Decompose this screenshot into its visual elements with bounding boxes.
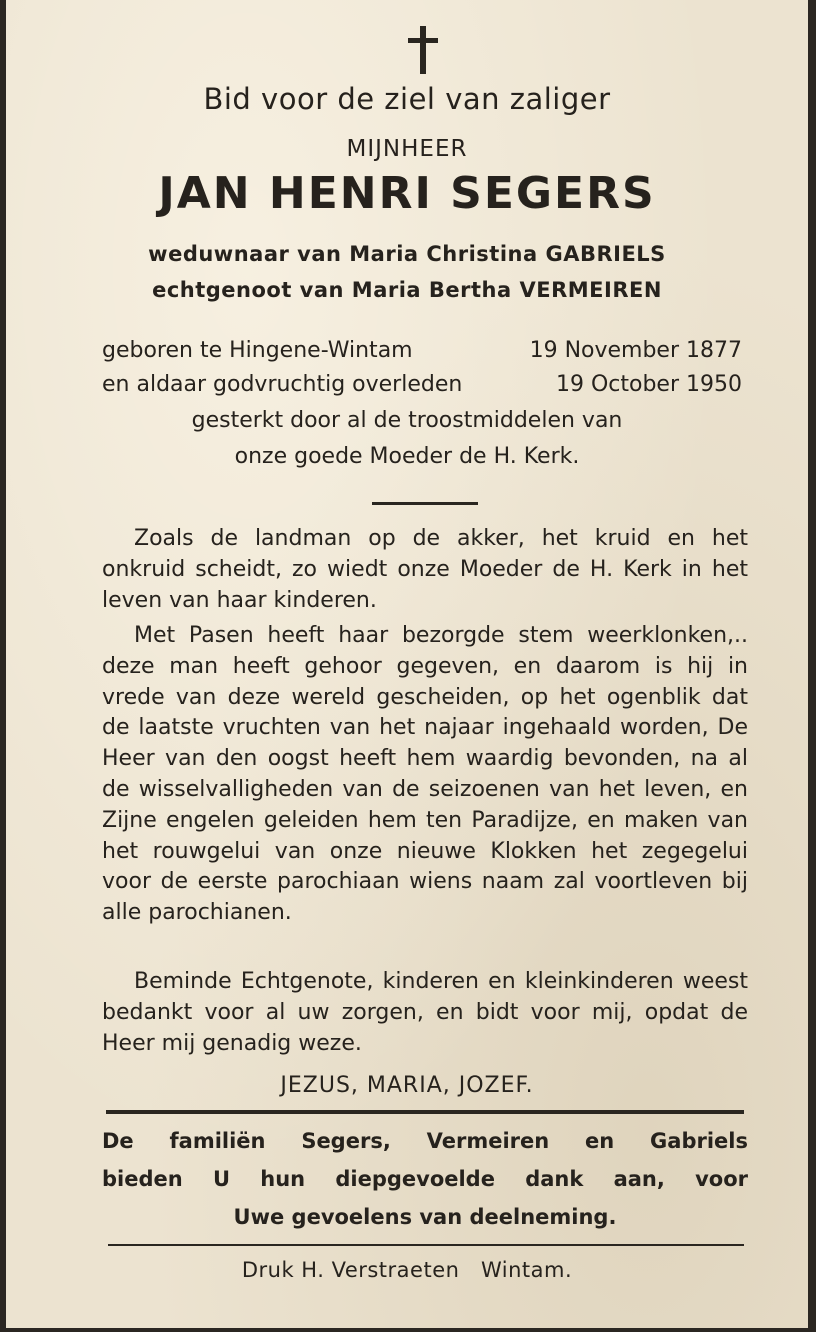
deceased-name: JAN HENRI SEGERS [158, 168, 656, 219]
death-date: 19 October 1950 [555, 372, 742, 397]
title-prefix: MIJNHEER [346, 136, 468, 162]
strengthened-line-2: onze goede Moeder de H. Kerk. [234, 444, 580, 469]
printer-credit: Druk H. Verstraeten Wintam. [241, 1258, 573, 1282]
short-divider [372, 502, 478, 505]
intro-text: Bid voor de ziel van zaliger [203, 82, 611, 116]
death-row [102, 372, 742, 397]
memorial-card [6, 0, 808, 1328]
thanks-line-1: De familiën Segers, Vermeiren en Gabriels [102, 1129, 748, 1153]
birth-place: geboren te Hingene-Wintam [102, 338, 413, 363]
birth-date: 19 November 1877 [529, 338, 742, 363]
paragraph-1: Zoals de landman op de akker, het kruid en het onkruid scheidt, zo wiedt onze Moeder de H. Kerk in het leven van haar kinderen. [102, 526, 748, 613]
spouse-of: echtgenoot van Maria Bertha VERMEIREN [152, 278, 662, 302]
birth-row [102, 338, 742, 363]
thin-divider [108, 1244, 744, 1246]
widower-of: weduwnaar van Maria Christina GABRIELS [148, 242, 666, 266]
thanks-line-3: Uwe gevoelens van deelneming. [233, 1205, 617, 1229]
thick-divider [106, 1110, 744, 1114]
cross-icon [408, 26, 438, 74]
thanks-block [102, 1122, 748, 1236]
paragraph-3: Beminde Echtgenote, kinderen en kleinkinderen weest bedankt voor al uw zorgen, en bidt voor mij, opdat de Heer mij genadig weze. [102, 969, 748, 1056]
death-text: en aldaar godvruchtig overleden [102, 372, 463, 397]
invocation: JEZUS, MARIA, JOZEF. [280, 1073, 534, 1098]
strengthened-line-1: gesterkt door al de troostmiddelen van [191, 408, 623, 433]
paragraph-2: Met Pasen heeft haar bezorgde stem weerklonken,.. deze man heeft gehoor gegeven, en daarom is hij in vrede van deze wereld gescheiden, op het ogenblik dat de laatste vruchten van het najaar ingehaald worden, De Heer van den oogst heeft hem waardig bevonden, na al de wisselvalligheden van de seizoenen van het leven, en Zijne engelen geleiden hem ten Paradijze, en maken van het rouwgelui van onze nieuwe Klokken het zegegelui voor de eerste parochiaan wiens naam zal voortleven bij alle parochianen. [102, 623, 748, 926]
thanks-line-2: bieden U hun diepgevoelde dank aan, voor [102, 1167, 748, 1191]
